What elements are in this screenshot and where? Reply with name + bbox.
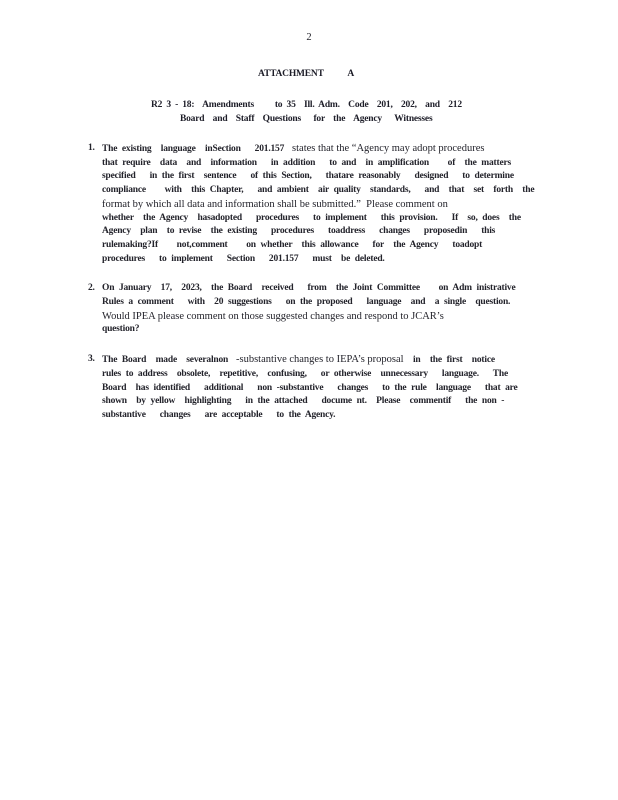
question-line: compliance with this Chapter, and ambient air quality standards, and that set forth the (102, 185, 535, 196)
question-line: Would IPEA please comment on those suggested changes and respond to JCAR’s (102, 310, 444, 322)
question-number: 2. (88, 283, 95, 294)
attachment-heading (258, 68, 354, 81)
question-line (102, 142, 563, 157)
question-line: Rules a comment with 20 suggestions on the proposed language and a single question. (102, 297, 511, 308)
attachment-word: ATTACHMENT (258, 69, 324, 79)
question-line: that require data and information in addition to and in amplification of the matters (102, 157, 511, 168)
question-item-3 (88, 353, 563, 423)
question-line: rulemaking?If not,comment on whether this allowance for the Agency toadopt (102, 239, 483, 250)
question-line: Board has identified additional non -substantive changes to the rule language that are (102, 382, 518, 393)
page-number: 2 (306, 32, 312, 43)
question-line: On January 17, 2023, the Board received from the Joint Committee on Adm inistrative (102, 283, 516, 294)
question-text (102, 142, 563, 266)
question-line: substantive changes are acceptable to the Agency. (102, 409, 336, 420)
question-line: whether the Agency hasadopted procedures to implement this provision. If so, does the (102, 212, 521, 223)
question-line-segment: -substantive changes to IEPA’s proposal (228, 354, 404, 366)
question-line-segment: The existing language inSection 201.157 (102, 144, 285, 154)
question-line (102, 353, 563, 368)
docket-title-line: R2 3 - 18: Amendments to 35 Ill. Adm. Code 201, 202, and 212 (151, 100, 462, 110)
question-line: rules to address obsolete, repetitive, confusing, or otherwise unnecessary language. The (102, 368, 508, 379)
question-text (102, 282, 563, 337)
question-list (88, 142, 563, 439)
question-number: 3. (88, 354, 95, 365)
question-line: question? (102, 324, 140, 335)
question-number: 1. (88, 143, 95, 153)
question-line: format by which all data and information shall be submitted.” Please comment on (102, 198, 448, 210)
attachment-letter: A (347, 69, 354, 79)
question-line: Agency plan to revise the existing procedures toaddress changes proposedin this (102, 226, 496, 237)
question-line: specified in the first sentence of this Section, thatare reasonably designed to determine (102, 171, 514, 182)
subtitle-line: Board and Staff Questions for the Agency Witnesses (180, 114, 433, 124)
question-item-2 (88, 282, 563, 337)
question-line-segment: in the first notice (403, 355, 495, 366)
question-line: procedures to implement Section 201.157 must be deleted. (102, 253, 385, 264)
question-line-segment: The Board made severalnon (102, 355, 229, 366)
question-line-segment: states that the “Agency may adopt procedures (284, 143, 485, 154)
question-line: shown by yellow highlighting in the attached docume nt. Please commentif the non - (102, 396, 505, 407)
question-text (102, 353, 563, 423)
question-item-1 (88, 142, 563, 266)
